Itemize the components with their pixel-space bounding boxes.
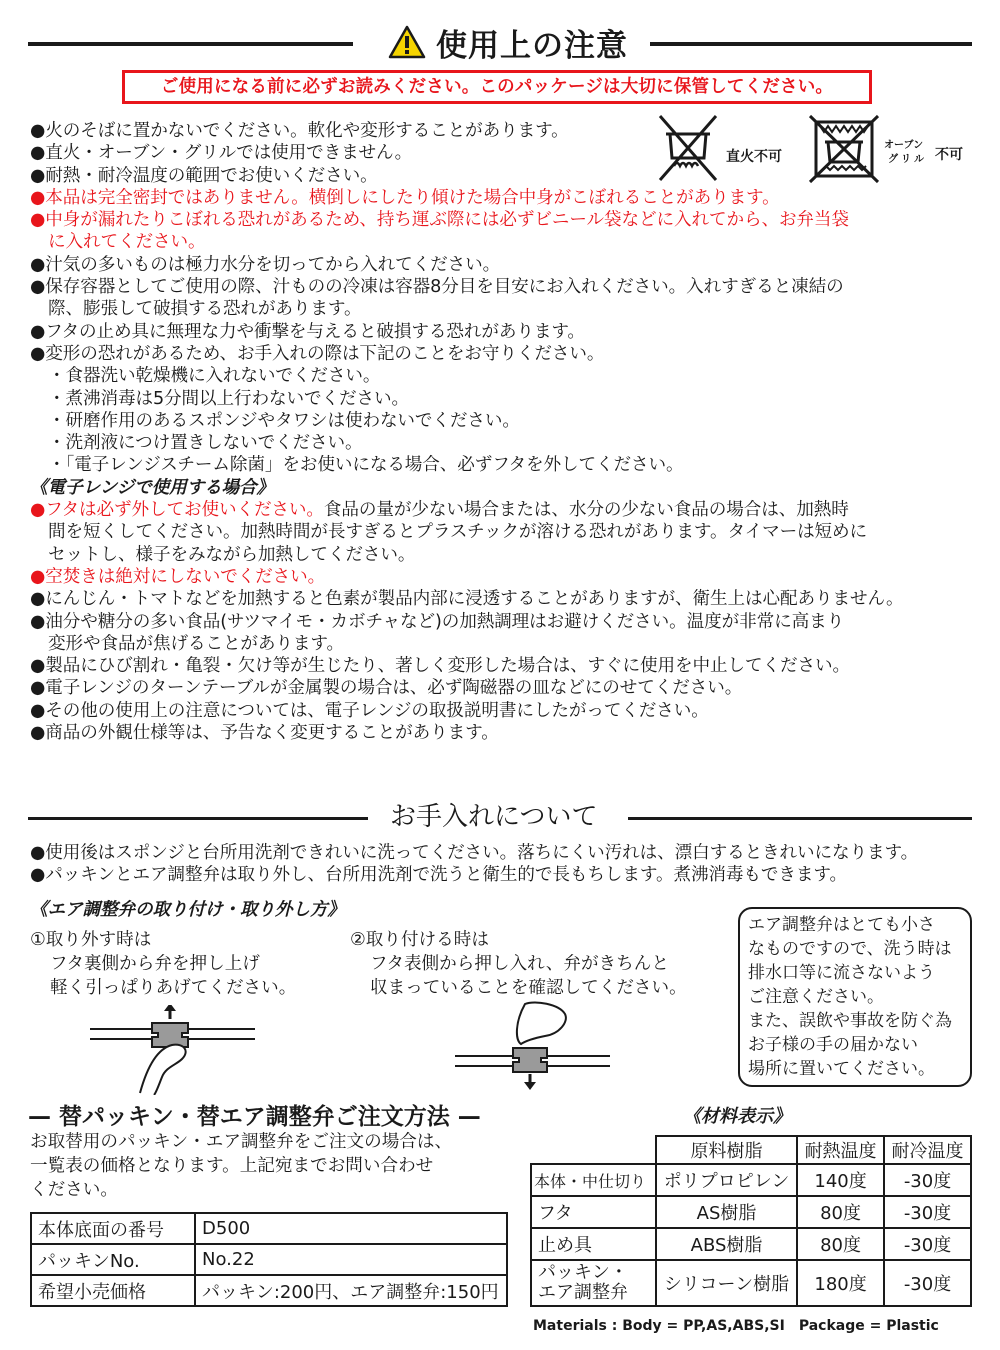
caution-line: ●耐熱・耐冷温度の範囲でお使いください。: [30, 165, 378, 186]
valve-heading: 《エア調整弁の取り付け・取り外し方》: [30, 899, 345, 920]
title-group: [388, 18, 628, 66]
table-row: [531, 1196, 971, 1228]
caution-line: ●にんじん・トマトなどを加熱すると色素が製品内部に浸透することがありますが、衛生上は心配ありません。: [30, 589, 904, 610]
caution-line: 間を短くしてください。加熱時間が長すぎるとプラスチックが溶ける恐れがあります。タイマーは短めに: [48, 522, 868, 543]
order-label: パッキンNo.: [31, 1244, 195, 1275]
caution-line: ●商品の外観仕様等は、予告なく変更することがあります。: [30, 723, 499, 744]
caution-line: ●保存容器としてご使用の際、汁ものの冷凍は容器8分目を目安にお入れください。入れすぎると凍結の: [30, 277, 844, 298]
note-line: 排水口等に流さないよう: [748, 963, 935, 983]
materials-part: パッキン・ エア調整弁: [531, 1260, 656, 1306]
table-row: [31, 1213, 507, 1244]
no-direct-fire-label: 直火不可: [726, 149, 782, 165]
caution-line: ●その他の使用上の注意については、電子レンジの取扱説明書にしたがってください。: [30, 700, 709, 721]
table-row: [531, 1136, 971, 1164]
caution-line: ●変形の恐れがあるため、お手入れの際は下記のことをお守りください。: [30, 343, 605, 364]
note-line: ご注意ください。: [748, 987, 884, 1007]
materials-cold: -30度: [884, 1228, 971, 1260]
order-text-line: お取替用のパッキン・エア調整弁をご注文の場合は、: [30, 1132, 453, 1152]
caution-line: ・食器洗い乾燥機に入れないでください。: [48, 366, 381, 387]
caution-line: ●製品にひび割れ・亀裂・欠け等が生じたり、著しく変形した場合は、すぐに使用を中止してください。: [30, 656, 850, 677]
caution-line: ●空焚きは絶対にしないでください。: [30, 566, 326, 587]
care-line: ●使用後はスポンジと台所用洗剤できれいに洗ってください。落ちにくい汚れは、漂白するときれいになります。: [30, 843, 919, 863]
caution-line: ・「電子レンジスチーム除菌」をお使いになる場合、必ずフタを外してください。: [48, 455, 684, 476]
page-title: 使用上の注意: [436, 27, 628, 64]
order-text-line: ください。: [30, 1180, 118, 1200]
caution-line: ●フタの止め具に無理な力や衝撃を与えると破損する恐れがあります。: [30, 321, 585, 342]
note-line: なものですので、洗う時は: [748, 939, 952, 959]
materials-resin: ABS樹脂: [656, 1228, 797, 1260]
materials-footer: Materials : Body = PP,AS,ABS,SI Package = Plastic: [533, 1318, 939, 1334]
order-value: D500: [195, 1213, 507, 1244]
materials-part: 本体・中仕切り: [531, 1164, 656, 1196]
valve-caution-note: [738, 907, 972, 1087]
note-line: エア調整弁はとても小さ: [748, 915, 935, 935]
caution-line: ●本品は完全密封ではありません。横倒しにしたり傾けた場合中身がこぼれることがあります。: [30, 187, 780, 208]
step-attach-line: フタ表側から押し入れ、弁がきちんと: [370, 954, 669, 974]
note-line: 場所に置いてください。: [748, 1059, 935, 1079]
caution-line: ●汁気の多いものは極力水分を切ってから入れてください。: [30, 254, 501, 275]
order-title: — 替パッキン・替エア調整弁ご注文方法 —: [28, 1104, 481, 1130]
table-row: [531, 1260, 971, 1306]
note-line: また、誤飲や事故を防ぐ為: [748, 1011, 952, 1031]
order-text-line: 一覧表の価格となります。上記宛までお問い合わせ: [30, 1156, 434, 1176]
caution-line: ●火のそばに置かないでください。軟化や変形することがあります。: [30, 121, 569, 141]
caution-line: ●直火・オーブン・グリルでは使用できません。: [30, 143, 413, 164]
materials-table: [530, 1135, 972, 1307]
table-row: [531, 1228, 971, 1260]
materials-heat: 180度: [797, 1260, 884, 1306]
caution-line: に入れてください。: [48, 232, 206, 253]
caution-list: [30, 120, 975, 744]
care-section-header: [28, 797, 972, 837]
caution-line: ・洗剤液につけ置きしないでください。: [48, 433, 363, 454]
table-row: [31, 1275, 507, 1306]
materials-header: 耐冷温度: [884, 1136, 971, 1164]
oven-label: オーブン: [884, 140, 924, 151]
title-rule-right: [650, 42, 972, 46]
caution-line-red-part: ●フタは必ず外してお使いください。: [30, 500, 324, 521]
note-line: お子様の手の届かない: [748, 1035, 918, 1055]
grill-label: グリル: [888, 154, 927, 165]
materials-heat: 80度: [797, 1196, 884, 1228]
valve-attach-illustration: [455, 1000, 615, 1092]
caution-line: セットし、様子をみながら加熱してください。: [48, 544, 416, 565]
care-title: お手入れについて: [390, 802, 598, 832]
step-remove-line: 軽く引っぱりあげてください。: [50, 978, 297, 998]
caution-line: ●油分や糖分の多い食品(サツマイモ・カボチャなど)の加熱調理はお避けください。温度が非常に高まり: [30, 611, 845, 632]
care-rule-left: [28, 817, 368, 820]
oven-grill-not-allowed-label: 不可: [935, 147, 963, 163]
table-row: [31, 1244, 507, 1275]
step-attach-line: 収まっていることを確認してください。: [370, 978, 687, 998]
caution-line: ●中身が漏れたりこぼれる恐れがあるため、持ち運ぶ際には必ずビニール袋などに入れてから、お弁当袋: [30, 210, 849, 231]
materials-resin: ポリプロピレン: [656, 1164, 797, 1196]
order-label: 本体底面の番号: [31, 1213, 195, 1244]
warning-icon: [388, 25, 426, 59]
caution-line: 際、膨張して破損する恐れがあります。: [48, 299, 362, 320]
title-row: [28, 18, 972, 66]
order-value: No.22: [195, 1244, 507, 1275]
materials-part: 止め具: [531, 1228, 656, 1260]
care-line: ●パッキンとエア調整弁は取り外し、台所用洗剤で洗うと衛生的で長もちします。煮沸消毒もできます。: [30, 865, 847, 886]
materials-header: 原料樹脂: [656, 1136, 797, 1164]
order-value: パッキン:200円、エア調整弁:150円: [195, 1275, 507, 1306]
materials-title: 《材料表示》: [683, 1106, 791, 1127]
caution-line: ・研磨作用のあるスポンジやタワシは使わないでください。: [48, 410, 520, 431]
materials-header-empty: [531, 1136, 656, 1164]
order-table: [30, 1212, 508, 1307]
caution-line-text-part: 食品の量が少ない場合または、水分の少ない食品の場合は、加熱時: [323, 500, 849, 521]
step-attach: [350, 928, 687, 1000]
caution-line: [30, 499, 975, 521]
table-row: [531, 1164, 971, 1196]
materials-cold: -30度: [884, 1164, 971, 1196]
order-text: [30, 1130, 510, 1202]
step-remove-line: フタ裏側から弁を押し上げ: [50, 954, 260, 974]
step-remove: [30, 928, 296, 1000]
read-before-use-notice: ご使用になる前に必ずお読みください。このパッケージは大切に保管してください。: [122, 70, 872, 104]
caution-line: 《電子レンジで使用する場合》: [30, 477, 275, 498]
materials-resin: シリコーン樹脂: [656, 1260, 797, 1306]
step-attach-title: ②取り付ける時は: [350, 930, 489, 950]
materials-header: 耐熱温度: [797, 1136, 884, 1164]
caution-line: 変形や食品が焦げることがあります。: [48, 633, 344, 654]
order-label: 希望小売価格: [31, 1275, 195, 1306]
caution-line: ●電子レンジのターンテーブルが金属製の場合は、必ず陶磁器の皿などにのせてください。: [30, 678, 743, 699]
materials-part: フタ: [531, 1196, 656, 1228]
materials-heat: 80度: [797, 1228, 884, 1260]
materials-cold: -30度: [884, 1196, 971, 1228]
materials-cold: -30度: [884, 1260, 971, 1306]
valve-remove-illustration: [90, 1005, 260, 1095]
caution-line: ・煮沸消毒は5分間以上行わないでください。: [48, 388, 409, 409]
materials-resin: AS樹脂: [656, 1196, 797, 1228]
title-rule-left: [28, 42, 353, 46]
step-remove-title: ①取り外す時は: [30, 930, 152, 950]
materials-heat: 140度: [797, 1164, 884, 1196]
care-rule-right: [628, 817, 972, 820]
